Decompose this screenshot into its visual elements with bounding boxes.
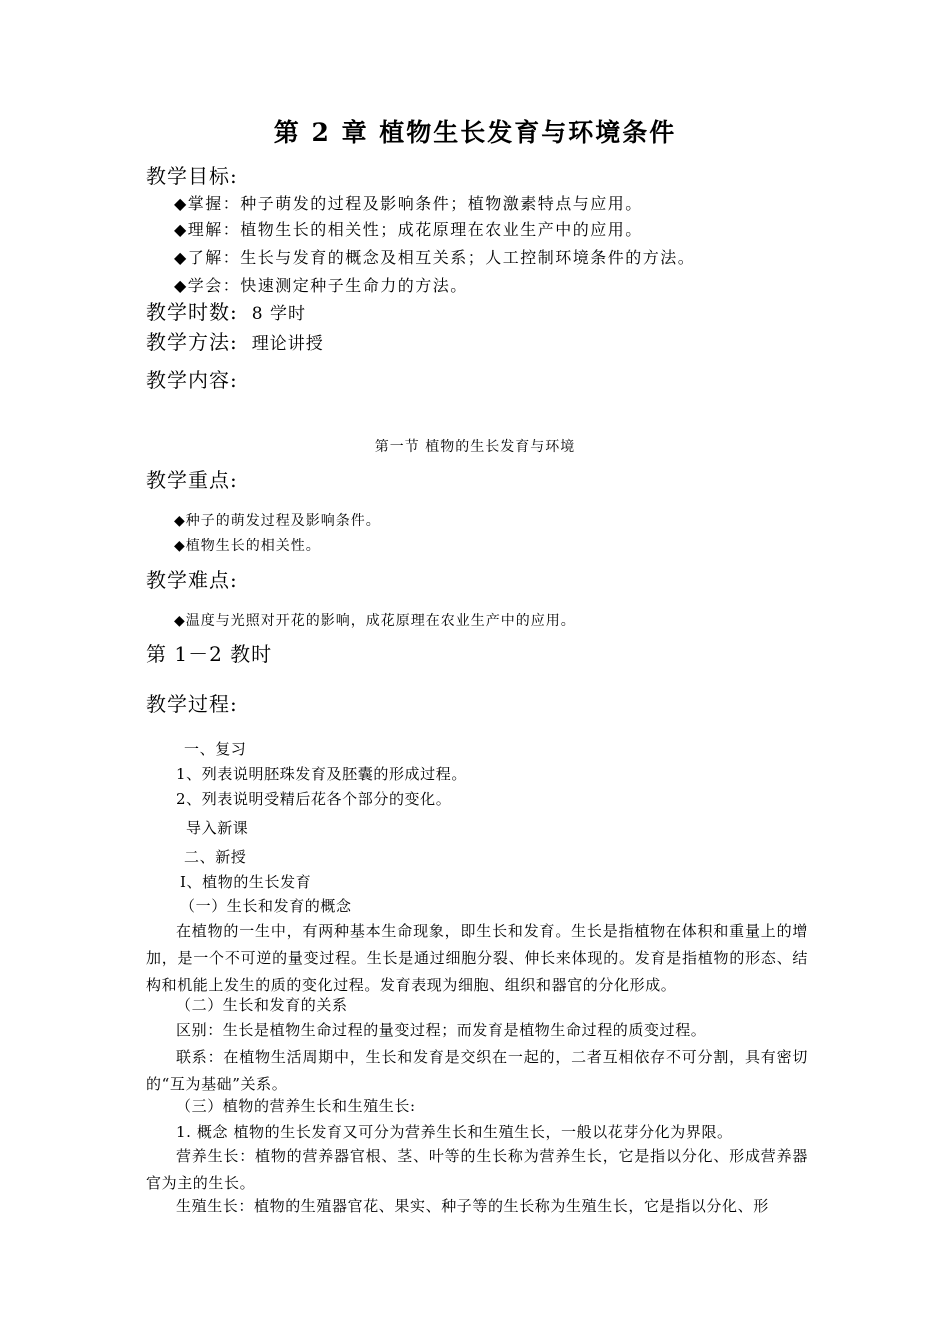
chapter-number: 2 <box>311 118 331 147</box>
difficulties-heading: 教学难点: <box>146 568 238 592</box>
objective-item: ◆理解：植物生长的相关性；成花原理在农业生产中的应用。 <box>174 220 643 239</box>
objectives-heading: 教学目标: <box>146 164 238 188</box>
sub1-paragraph: 在植物的一生中，有两种基本生命现象，即生长和发育。生长是指植物在体积和重量上的增加，是一个不可逆的量变过程。生长是通过细胞分裂、伸长来体现的。发育是指植物的形态、结构和机能上发生的质的变化过程。发育表现为细胞、组织和器官的分化形成。 <box>146 922 808 994</box>
difficulty-item: ◆温度与光照对开花的影响，成花原理在农业生产中的应用。 <box>174 613 576 629</box>
sub2-heading: （二）生长和发育的关系 <box>176 996 348 1014</box>
sub2-difference: 区别：生长是植物生命过程的量变过程；而发育是植物生命过程的质变过程。 <box>176 1021 707 1039</box>
key-point-item: ◆种子的萌发过程及影响条件。 <box>174 513 381 529</box>
sub3-heading: （三）植物的营养生长和生殖生长: <box>176 1097 416 1115</box>
section-title: 第一节 植物的生长发育与环境 <box>374 439 576 455</box>
content-heading: 教学内容: <box>146 368 238 392</box>
hours-value: 8 学时 <box>251 304 306 324</box>
review-item: 2、列表说明受精后花各个部分的变化。 <box>176 790 452 808</box>
hours-heading: 教学时数: <box>146 300 238 324</box>
method-row <box>146 328 324 358</box>
method-value: 理论讲授 <box>251 334 324 354</box>
objective-item: ◆了解：生长与发育的概念及相互关系；人工控制环境条件的方法。 <box>174 248 696 267</box>
sub3-vegetative: 营养生长：植物的营养器官根、茎、叶等的生长称为营养生长，它是指以分化、形成营养器官为主的生长。 <box>146 1147 808 1192</box>
part1-heading: Ⅰ、植物的生长发育 <box>180 873 312 891</box>
key-points-heading: 教学重点: <box>146 468 238 492</box>
period-label: 第 1－2 教时 <box>146 642 273 666</box>
chapter-title-text: 章 植物生长发育与环境条件 <box>341 118 677 147</box>
sub3-reproductive: 生殖生长：植物的生殖器官花、果实、种子等的生长称为生殖生长，它是指以分化、形 <box>176 1197 769 1215</box>
sub2-link: 联系：在植物生活周期中，生长和发育是交织在一起的，二者互相依存不可分割，具有密切的“互为基础”关系。 <box>146 1048 808 1093</box>
chapter-title <box>0 116 950 150</box>
objective-item: ◆掌握：种子萌发的过程及影响条件；植物激素特点与应用。 <box>174 194 643 213</box>
new-lesson-heading: 二、新授 <box>184 848 247 866</box>
key-point-item: ◆植物生长的相关性。 <box>174 538 321 554</box>
objective-item: ◆学会：快速测定种子生命力的方法。 <box>174 276 468 295</box>
intro-label: 导入新课 <box>186 819 249 837</box>
hours-row <box>146 298 306 328</box>
review-heading: 一、复习 <box>184 740 247 758</box>
process-heading: 教学过程: <box>146 692 238 716</box>
method-heading: 教学方法: <box>146 330 238 354</box>
chapter-title-prefix: 第 <box>273 118 301 147</box>
review-item: 1、列表说明胚珠发育及胚囊的形成过程。 <box>176 765 467 783</box>
sub1-heading: （一）生长和发育的概念 <box>180 897 352 915</box>
sub3-concept: 1. 概念 植物的生长发育又可分为营养生长和生殖生长，一般以花芽分化为界限。 <box>176 1123 733 1141</box>
